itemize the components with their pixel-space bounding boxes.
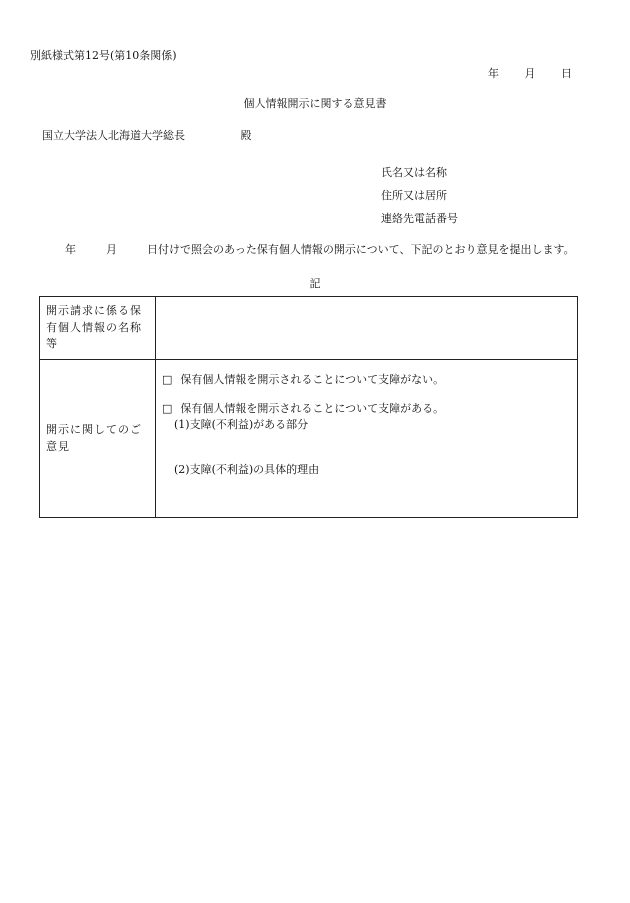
option-objection-text: 保有個人情報を開示されることについて支障がある。 xyxy=(180,402,445,415)
addressee xyxy=(42,130,252,141)
form-number: 別紙様式第12号(第10条関係) xyxy=(30,49,177,62)
checkbox-icon[interactable]: □ xyxy=(162,402,173,415)
opinion-cell xyxy=(156,360,578,518)
date-year-label: 年 xyxy=(488,67,499,80)
sender-name-label: 氏名又は名称 xyxy=(381,166,447,179)
table-row xyxy=(40,360,578,518)
info-name-value[interactable] xyxy=(156,297,578,360)
date-month-label: 月 xyxy=(524,67,536,80)
objection-reason-label: (2)支障(不利益)の具体的理由 xyxy=(174,463,320,476)
sender-block xyxy=(381,167,458,236)
body-sentence xyxy=(65,244,575,255)
body-year-label: 年 xyxy=(65,243,76,256)
table-row xyxy=(40,297,578,360)
document-title: 個人情報開示に関する意見書 xyxy=(243,97,387,110)
sender-phone-label: 連絡先電話番号 xyxy=(381,212,458,225)
option-no-objection[interactable] xyxy=(162,374,444,385)
body-text: 日付けで照会のあった保有個人情報の開示について、下記のとおり意見を提出します。 xyxy=(147,243,575,256)
body-month-label: 月 xyxy=(106,243,117,256)
checkbox-icon[interactable]: □ xyxy=(162,373,173,386)
ki-mark: 記 xyxy=(309,277,321,290)
opinion-table xyxy=(39,296,578,518)
objection-part-label: (1)支障(不利益)がある部分 xyxy=(174,418,309,431)
opinion-label: 開示に関してのご意見 xyxy=(40,360,156,518)
option-no-objection-text: 保有個人情報を開示されることについて支障がない。 xyxy=(180,373,445,386)
option-objection[interactable] xyxy=(162,403,444,414)
date-day-label: 日 xyxy=(561,67,572,80)
date-line xyxy=(488,68,572,79)
sender-address-label: 住所又は居所 xyxy=(381,189,447,202)
addressee-honorific: 殿 xyxy=(240,129,252,142)
addressee-name: 国立大学法人北海道大学総長 xyxy=(42,129,185,142)
info-name-label: 開示請求に係る保有個人情報の名称等 xyxy=(40,297,156,360)
